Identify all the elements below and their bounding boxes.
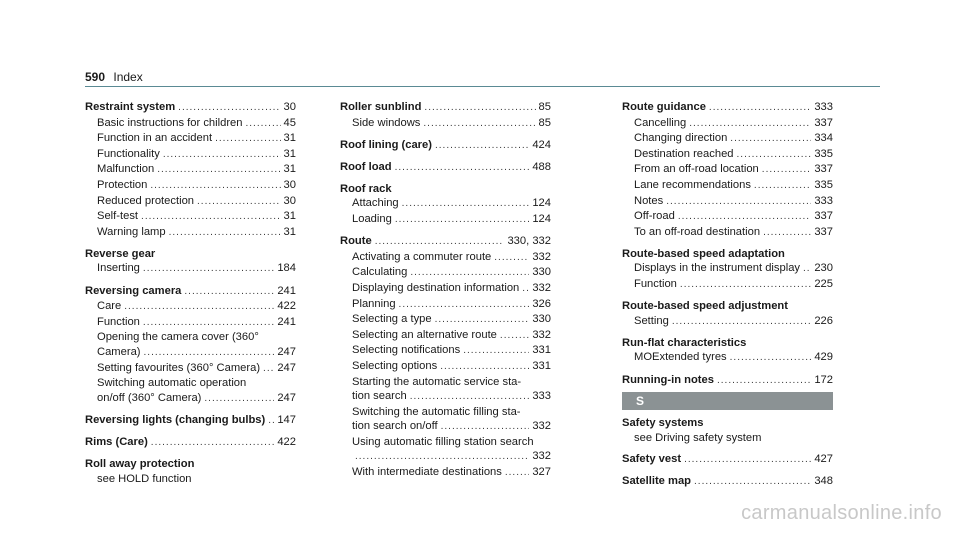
- page-reference[interactable]: 332: [532, 450, 551, 463]
- subentry-text: Selecting options: [352, 359, 438, 372]
- index-entry-row[interactable]: [340, 160, 551, 176]
- subentry-text: From an off-road location: [634, 163, 759, 176]
- page-reference[interactable]: 327: [532, 466, 551, 479]
- page-reference[interactable]: 429: [814, 351, 833, 364]
- page-reference[interactable]: 124: [532, 197, 551, 210]
- index-entry-row[interactable]: [622, 299, 833, 314]
- entry-title: Roller sunblind: [340, 101, 422, 113]
- index-column-3: [622, 100, 833, 489]
- index-entry-row[interactable]: [622, 247, 833, 262]
- index-entry-row[interactable]: [85, 413, 296, 429]
- subentry-text: Loading: [352, 213, 392, 226]
- subentry-text: Selecting a type: [352, 313, 432, 326]
- subentry-text: Displays in the instrument display: [634, 262, 801, 275]
- index-subentry-row[interactable]: [622, 194, 833, 210]
- index-subentry-row[interactable]: [85, 178, 296, 194]
- dot-leader: [246, 117, 281, 132]
- index-entry: [622, 100, 833, 240]
- subentry-text-line: Opening the camera cover (360°: [97, 331, 259, 344]
- dot-leader: [803, 262, 811, 277]
- entry-title: Run-flat characteristics: [622, 336, 747, 349]
- dot-leader: [754, 179, 811, 194]
- index-subentry-row[interactable]: [340, 281, 551, 297]
- entry-title: Reversing camera: [85, 284, 182, 297]
- index-entry-row[interactable]: [622, 100, 833, 116]
- index-subentry-row[interactable]: [85, 194, 296, 210]
- index-subentry-row[interactable]: [340, 265, 551, 281]
- dot-leader: [762, 163, 812, 178]
- page-reference[interactable]: 422: [277, 435, 296, 448]
- page-reference[interactable]: 326: [532, 297, 551, 310]
- page-reference[interactable]: 333: [814, 101, 833, 113]
- page-reference[interactable]: 422: [277, 300, 296, 313]
- dot-leader: [717, 374, 811, 389]
- index-subentry-row[interactable]: [85, 116, 296, 132]
- subentry-text: Self-test: [97, 210, 139, 223]
- index-entry: [340, 182, 551, 228]
- page-reference[interactable]: 172: [814, 373, 833, 386]
- page-reference[interactable]: 30: [283, 194, 296, 207]
- page-reference[interactable]: 45: [283, 116, 296, 129]
- page-reference[interactable]: 337: [814, 225, 833, 238]
- index-entry-row[interactable]: [340, 100, 551, 116]
- page-reference[interactable]: 330: [532, 266, 551, 279]
- index-subentry-row[interactable]: [622, 225, 833, 241]
- page-reference[interactable]: 124: [532, 213, 551, 226]
- index-subentry-row[interactable]: [622, 350, 833, 366]
- subentry-text: With intermediate destinations: [352, 466, 502, 479]
- index-subentry-row[interactable]: [340, 389, 551, 405]
- subentry-text: Off-road: [634, 210, 675, 223]
- index-subentry-row[interactable]: [622, 277, 833, 293]
- dot-leader: [440, 360, 529, 375]
- index-subentry-row[interactable]: [85, 315, 296, 331]
- subentry-text: Notes: [634, 194, 664, 207]
- index-entry-row[interactable]: [85, 457, 296, 472]
- subentry-text: Activating a commuter route: [352, 250, 492, 263]
- index-entry: [85, 457, 296, 486]
- dot-leader: [395, 161, 530, 176]
- page-reference[interactable]: 247: [277, 345, 296, 358]
- index-entry-row[interactable]: [85, 100, 296, 116]
- index-entry-row[interactable]: [622, 336, 833, 351]
- page-reference[interactable]: 31: [283, 225, 296, 238]
- subentry-text: Attaching: [352, 197, 399, 210]
- subentry-text: Warning lamp: [97, 225, 166, 238]
- page-number: 590: [85, 70, 106, 84]
- dot-leader: [163, 148, 281, 163]
- dot-leader: [395, 213, 530, 228]
- subentry-text: Lane recommendations: [634, 178, 751, 191]
- index-subentry-row[interactable]: [340, 312, 551, 328]
- index-subentry-row[interactable]: [85, 147, 296, 163]
- dot-leader: [435, 139, 529, 154]
- index-subentry-row[interactable]: [340, 116, 551, 132]
- dot-leader: [500, 329, 529, 344]
- dot-leader: [399, 298, 530, 313]
- index-entry: [622, 452, 833, 468]
- index-subentry-row[interactable]: [85, 261, 296, 277]
- index-entry-row[interactable]: [85, 284, 296, 300]
- index-entry-row[interactable]: [340, 138, 551, 154]
- page-reference[interactable]: 85: [538, 101, 551, 113]
- page-reference[interactable]: 330: [532, 313, 551, 326]
- subentry-text: Protection: [97, 178, 148, 191]
- index-entry-row[interactable]: [85, 247, 296, 262]
- entry-title: Route: [340, 235, 372, 248]
- index-subentry-row[interactable]: [85, 209, 296, 225]
- index-subentry-row[interactable]: [85, 345, 296, 361]
- index-entry: [340, 138, 551, 154]
- subentry-text: Selecting notifications: [352, 344, 461, 357]
- subentry-text: Displaying destination information: [352, 281, 520, 294]
- index-entry: [622, 336, 833, 366]
- page-reference[interactable]: 85: [538, 116, 551, 129]
- dot-leader: [184, 285, 274, 300]
- page-reference[interactable]: 31: [283, 132, 296, 145]
- page-reference[interactable]: 184: [277, 262, 296, 275]
- entry-title: Roof lining (care): [340, 138, 432, 151]
- page-reference[interactable]: 30: [283, 101, 296, 113]
- dot-leader: [763, 226, 811, 241]
- subentry-text: Camera): [97, 345, 141, 358]
- dot-leader: [672, 315, 811, 330]
- dot-leader: [737, 148, 812, 163]
- dot-leader: [494, 251, 529, 266]
- dot-leader: [263, 362, 274, 377]
- index-subentry-row[interactable]: [340, 196, 551, 212]
- index-subentry-row[interactable]: [85, 162, 296, 178]
- page-reference[interactable]: 335: [814, 147, 833, 160]
- dot-leader: [410, 390, 530, 405]
- page-reference[interactable]: 247: [277, 391, 296, 404]
- subentry-text: MOExtended tyres: [634, 351, 727, 364]
- entry-title: Running-in notes: [622, 373, 714, 386]
- index-entry-row[interactable]: [622, 373, 833, 389]
- page-reference[interactable]: 333: [532, 390, 551, 403]
- subentry-text: tion search on/off: [352, 420, 438, 433]
- page-reference[interactable]: 31: [283, 147, 296, 160]
- page-reference[interactable]: 488: [532, 160, 551, 173]
- page-reference[interactable]: 427: [814, 452, 833, 465]
- page-reference[interactable]: 230: [814, 262, 833, 275]
- subentry-text: Care: [97, 300, 122, 313]
- index-entry: [622, 247, 833, 293]
- subentry-text: To an off-road destination: [634, 225, 761, 238]
- subentry-text: Cancelling: [634, 116, 687, 129]
- entry-title: Route-based speed adaptation: [622, 247, 785, 260]
- index-entry-row[interactable]: [340, 182, 551, 197]
- index-column-2: [340, 100, 551, 481]
- index-entry-row[interactable]: [340, 234, 551, 250]
- subentry-text: Reduced protection: [97, 194, 195, 207]
- dot-leader: [144, 346, 275, 361]
- index-subentry-row[interactable]: [340, 250, 551, 266]
- subentry-text: Changing direction: [634, 132, 728, 145]
- dot-leader: [423, 117, 535, 132]
- index-subentry-row[interactable]: [85, 225, 296, 241]
- index-entry: [340, 100, 551, 131]
- page-reference[interactable]: 30: [283, 178, 296, 191]
- dot-leader: [463, 344, 529, 359]
- dot-leader: [151, 436, 275, 451]
- index-entry: [85, 284, 296, 407]
- page-reference[interactable]: 337: [814, 116, 833, 129]
- index-entry: [340, 160, 551, 176]
- entry-title: Reversing lights (changing bulbs): [85, 413, 266, 426]
- page-reference[interactable]: 225: [814, 278, 833, 291]
- dot-leader: [143, 316, 274, 331]
- page-reference[interactable]: 241: [277, 315, 296, 328]
- subentry-text-line: Starting the automatic service sta-: [352, 375, 522, 388]
- index-subentry-row[interactable]: [340, 449, 551, 465]
- section-title: Index: [113, 70, 143, 84]
- entry-title: Roof rack: [340, 182, 392, 195]
- index-subentry-row[interactable]: [85, 391, 296, 407]
- index-entry: [85, 247, 296, 277]
- dot-leader: [522, 282, 529, 297]
- page-reference[interactable]: 335: [814, 178, 833, 191]
- entry-title: Roll away protection: [85, 457, 195, 470]
- cross-reference[interactable]: see Driving safety system: [634, 431, 762, 444]
- index-column-1: [85, 100, 296, 486]
- dot-leader: [204, 392, 274, 407]
- page-reference[interactable]: 247: [277, 361, 296, 374]
- entry-title: Roof load: [340, 160, 392, 173]
- index-subentry-row[interactable]: [340, 465, 551, 481]
- index-letter-heading: S: [622, 392, 833, 410]
- entry-title: Restraint system: [85, 101, 176, 113]
- index-entry: [85, 413, 296, 429]
- index-subentry-row[interactable]: [622, 209, 833, 225]
- subentry-text-line: Using automatic filling station search: [352, 435, 534, 448]
- dot-leader: [215, 132, 280, 147]
- subentry-text: Calculating: [352, 266, 408, 279]
- page-reference[interactable]: 330, 332: [507, 235, 551, 248]
- entry-title: Route-based speed adjustment: [622, 300, 788, 313]
- subentry-text: Function in an accident: [97, 132, 213, 145]
- index-entry-row[interactable]: [622, 416, 833, 431]
- watermark: carmanualsonline.info: [741, 502, 942, 524]
- subentry-text-line: Switching automatic operation: [97, 377, 247, 390]
- page-reference[interactable]: 31: [283, 210, 296, 223]
- page-reference[interactable]: 348: [814, 474, 833, 487]
- dot-leader: [169, 226, 281, 241]
- index-subentry-row[interactable]: [622, 131, 833, 147]
- subentry-text: Basic instructions for children: [97, 116, 243, 129]
- subentry-text: Side windows: [352, 116, 421, 129]
- subentry-text-line: Switching the automatic filling sta-: [352, 405, 521, 418]
- index-subentry-row[interactable]: [622, 116, 833, 132]
- entry-title: Safety vest: [622, 452, 682, 465]
- page-reference[interactable]: 241: [277, 284, 296, 297]
- dot-leader: [124, 300, 274, 315]
- dot-leader: [375, 235, 505, 250]
- page-reference[interactable]: 332: [532, 328, 551, 341]
- index-entry: [85, 435, 296, 451]
- index-subentry-row[interactable]: [85, 131, 296, 147]
- entry-title: Rims (Care): [85, 435, 148, 448]
- page-reference[interactable]: 147: [277, 413, 296, 426]
- header-divider: [85, 86, 880, 87]
- page-reference[interactable]: 226: [814, 314, 833, 327]
- dot-leader: [141, 210, 281, 225]
- page-reference[interactable]: 333: [814, 194, 833, 207]
- index-subentry-row[interactable]: [85, 299, 296, 315]
- index-subentry-row[interactable]: [85, 361, 296, 377]
- dot-leader: [410, 266, 529, 281]
- subentry-text: Malfunction: [97, 163, 155, 176]
- dot-leader: [678, 210, 811, 225]
- index-entry: [622, 416, 833, 445]
- index-subentry-row[interactable]: [340, 297, 551, 313]
- dot-leader: [150, 179, 280, 194]
- index-subentry-row[interactable]: [622, 162, 833, 178]
- entry-title: Safety systems: [622, 417, 704, 430]
- dot-leader: [178, 101, 280, 116]
- index-subentry-row[interactable]: [340, 343, 551, 359]
- page-header: [85, 70, 143, 84]
- index-entry: [340, 234, 551, 481]
- index-subentry-row[interactable]: [622, 261, 833, 277]
- dot-leader: [680, 278, 811, 293]
- dot-leader: [355, 450, 529, 465]
- subentry-text: Functionality: [97, 147, 160, 160]
- dot-leader: [268, 414, 274, 429]
- page-reference[interactable]: 337: [814, 210, 833, 223]
- entry-title: Route guidance: [622, 101, 706, 113]
- cross-reference[interactable]: see HOLD function: [97, 472, 192, 485]
- page-reference[interactable]: 334: [814, 132, 833, 145]
- index-subentry-row[interactable]: [340, 419, 551, 435]
- index-subentry-row[interactable]: [340, 212, 551, 228]
- page-reference[interactable]: 332: [532, 420, 551, 433]
- index-entry: [622, 299, 833, 329]
- subentry-text: Selecting an alternative route: [352, 328, 497, 341]
- index-subentry-row[interactable]: [340, 359, 551, 375]
- dot-leader: [441, 420, 530, 435]
- subentry-text: Inserting: [97, 262, 140, 275]
- index-entry-row[interactable]: [85, 435, 296, 451]
- dot-leader: [666, 195, 811, 210]
- subentry-text: tion search: [352, 390, 407, 403]
- index-subentry-row[interactable]: [340, 328, 551, 344]
- subentry-text: Destination reached: [634, 147, 734, 160]
- dot-leader: [435, 313, 530, 328]
- page-reference[interactable]: 332: [532, 250, 551, 263]
- index-entry-row[interactable]: [622, 474, 833, 490]
- subentry-text: Setting favourites (360° Camera): [97, 361, 261, 374]
- index-subentry-row[interactable]: [622, 147, 833, 163]
- subentry-text: Function: [97, 315, 140, 328]
- page-reference[interactable]: 31: [283, 163, 296, 176]
- dot-leader: [730, 351, 812, 366]
- dot-leader: [424, 101, 535, 116]
- index-entry-row[interactable]: [622, 452, 833, 468]
- dot-leader: [402, 197, 530, 212]
- dot-leader: [197, 195, 281, 210]
- dot-leader: [157, 163, 280, 178]
- dot-leader: [684, 453, 811, 468]
- entry-title: Reverse gear: [85, 247, 156, 260]
- page-reference[interactable]: 424: [532, 138, 551, 151]
- page-reference[interactable]: 331: [532, 344, 551, 357]
- subentry-text: on/off (360° Camera): [97, 391, 202, 404]
- dot-leader: [694, 475, 811, 490]
- subentry-text: Setting: [634, 314, 669, 327]
- page-reference[interactable]: 332: [532, 281, 551, 294]
- dot-leader: [730, 132, 811, 147]
- page-reference[interactable]: 337: [814, 163, 833, 176]
- index-entry: [622, 373, 833, 389]
- index-entry: [622, 474, 833, 490]
- dot-leader: [709, 101, 811, 116]
- index-subentry-row[interactable]: [622, 178, 833, 194]
- page-reference[interactable]: 331: [532, 359, 551, 372]
- index-subentry-row[interactable]: [622, 314, 833, 330]
- dot-leader: [143, 262, 274, 277]
- dot-leader: [689, 117, 811, 132]
- subentry-text: Function: [634, 278, 677, 291]
- dot-leader: [505, 466, 529, 481]
- entry-title: Satellite map: [622, 474, 692, 487]
- subentry-text: Planning: [352, 297, 396, 310]
- index-entry: [85, 100, 296, 240]
